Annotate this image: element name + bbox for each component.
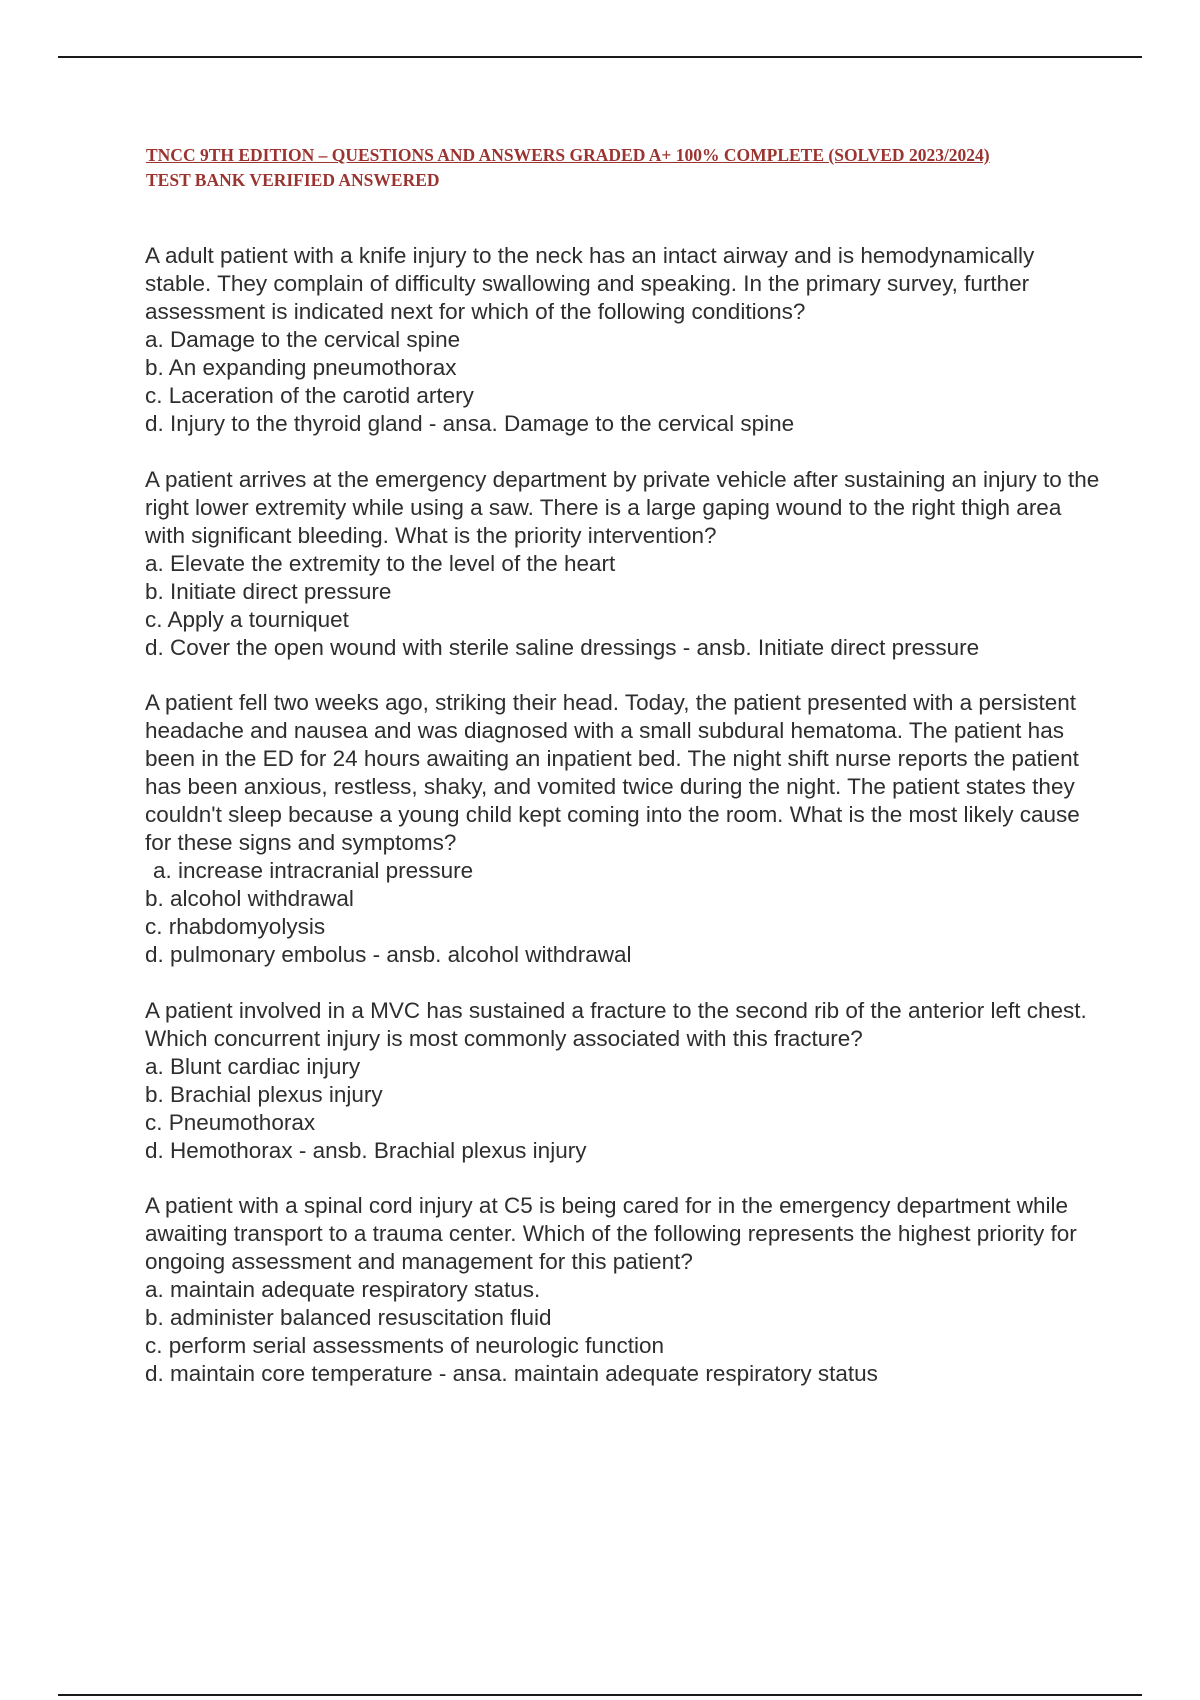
title-line-1: TNCC 9TH EDITION – QUESTIONS AND ANSWERS GRADED A+ 100% COMPLETE (SOLVED 2023/2024)	[146, 145, 990, 165]
question-3	[145, 689, 1105, 969]
page-title	[146, 143, 1146, 193]
option-d-with-answer: d. Cover the open wound with sterile saline dressings - ansb. Initiate direct pressure	[145, 634, 980, 660]
option-d-with-answer: d. pulmonary embolus - ansb. alcohol withdrawal	[145, 942, 632, 967]
option-b: b. Brachial plexus injury	[145, 1081, 383, 1107]
question-text: A patient fell two weeks ago, striking their head. Today, the patient presented with a persistent headache and nausea and was diagnosed with a small subdural hematoma. The patient has been in the ED for 24 hours awaiting an inpatient bed. The night shift nurse reports the patient has been anxious, restless, shaky, and vomited twice during the night. The patient states they couldn't sleep because a young child kept coming into the room. What is the most likely cause for these signs and symptoms?	[145, 690, 1080, 855]
questions-list	[145, 242, 1105, 1416]
option-c: c. rhabdomyolysis	[145, 914, 326, 939]
top-rule	[58, 56, 1142, 58]
option-b: b. Initiate direct pressure	[145, 578, 392, 604]
title-line-2: TEST BANK VERIFIED ANSWERED	[146, 170, 440, 190]
answer-options	[145, 550, 1105, 662]
option-d-with-answer: d. Injury to the thyroid gland - ansa. Damage to the cervical spine	[145, 411, 795, 436]
question-text: A adult patient with a knife injury to the neck has an intact airway and is hemodynamically stable. They complain of difficulty swallowing and speaking. In the primary survey, further assessment is indicated next for which of the following conditions?	[145, 243, 1035, 324]
option-b: b. alcohol withdrawal	[145, 886, 354, 911]
option-a: a. increase intracranial pressure	[153, 858, 474, 883]
option-d-with-answer: d. Hemothorax - ansb. Brachial plexus injury	[145, 1137, 587, 1163]
option-d-with-answer: d. maintain core temperature - ansa. maintain adequate respiratory status	[145, 1361, 878, 1386]
answer-options	[145, 1053, 1105, 1165]
question-text: A patient arrives at the emergency department by private vehicle after sustaining an injury to the right lower extremity while using a saw. There is a large gaping wound to the right thigh area with significant bleeding. What is the priority intervention?	[145, 466, 1100, 548]
option-a: a. Elevate the extremity to the level of the heart	[145, 550, 616, 576]
answer-options	[145, 857, 1105, 969]
option-a: a. maintain adequate respiratory status.	[145, 1277, 541, 1302]
question-text: A patient involved in a MVC has sustained a fracture to the second rib of the anterior left chest. Which concurrent injury is most commonly associated with this fracture?	[145, 997, 1087, 1051]
option-b: b. An expanding pneumothorax	[145, 355, 457, 380]
option-c: c. Laceration of the carotid artery	[145, 383, 474, 408]
answer-options	[145, 326, 1105, 438]
question-1	[145, 242, 1105, 438]
option-c: c. perform serial assessments of neurologic function	[145, 1333, 664, 1358]
option-c: c. Apply a tourniquet	[145, 606, 349, 632]
question-text: A patient with a spinal cord injury at C5 is being cared for in the emergency department while awaiting transport to a trauma center. Which of the following represents the highest priority for ongoing assessment and management for this patient?	[145, 1193, 1077, 1274]
answer-options	[145, 1276, 1105, 1388]
option-a: a. Blunt cardiac injury	[145, 1053, 361, 1079]
bottom-rule	[58, 1694, 1142, 1696]
question-4	[145, 997, 1105, 1165]
question-2	[145, 466, 1105, 662]
option-b: b. administer balanced resuscitation fluid	[145, 1305, 552, 1330]
option-a: a. Damage to the cervical spine	[145, 327, 461, 352]
option-c: c. Pneumothorax	[145, 1109, 316, 1135]
question-5	[145, 1192, 1105, 1388]
